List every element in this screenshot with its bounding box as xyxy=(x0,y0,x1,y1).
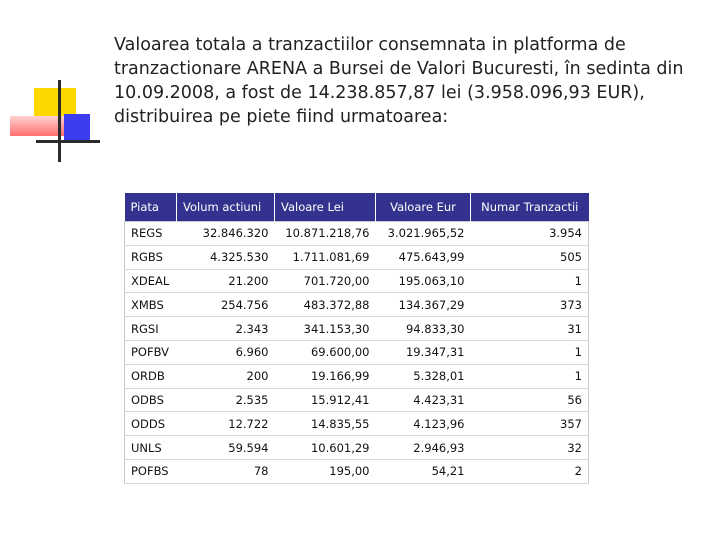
cell-numar-tranzactii: 1 xyxy=(471,340,589,364)
cell-piata: RGSI xyxy=(125,317,177,341)
logo-blue-square xyxy=(64,114,90,140)
cell-volum: 59.594 xyxy=(177,436,275,460)
cell-valoare-lei: 69.600,00 xyxy=(275,340,376,364)
cell-valoare-eur: 94.833,30 xyxy=(376,317,471,341)
cell-volum: 2.535 xyxy=(177,388,275,412)
header-piata: Piata xyxy=(125,193,177,222)
table-row xyxy=(125,269,589,293)
cell-numar-tranzactii: 505 xyxy=(471,245,589,269)
title-line: 10.09.2008, a fost de 14.238.857,87 lei (3.958.096,93 EUR), xyxy=(114,83,645,103)
cell-numar-tranzactii: 32 xyxy=(471,436,589,460)
cell-valoare-lei: 483.372,88 xyxy=(275,293,376,317)
header-numar-tranzactii: Numar Tranzactii xyxy=(471,193,589,222)
cell-valoare-eur: 475.643,99 xyxy=(376,245,471,269)
cell-volum: 200 xyxy=(177,364,275,388)
table-row xyxy=(125,459,589,483)
table-row xyxy=(125,317,589,341)
cell-volum: 254.756 xyxy=(177,293,275,317)
cell-numar-tranzactii: 1 xyxy=(471,364,589,388)
header-volum-actiuni: Volum actiuni xyxy=(177,193,275,222)
table-row xyxy=(125,222,589,246)
cell-valoare-lei: 14.835,55 xyxy=(275,412,376,436)
table-row xyxy=(125,245,589,269)
cell-numar-tranzactii: 373 xyxy=(471,293,589,317)
cell-valoare-lei: 341.153,30 xyxy=(275,317,376,341)
table-row xyxy=(125,364,589,388)
header-valoare-eur: Valoare Eur xyxy=(376,193,471,222)
cell-valoare-lei: 701.720,00 xyxy=(275,269,376,293)
header-valoare-lei: Valoare Lei xyxy=(275,193,376,222)
cell-valoare-lei: 19.166,99 xyxy=(275,364,376,388)
table-row xyxy=(125,293,589,317)
cell-volum: 6.960 xyxy=(177,340,275,364)
cell-numar-tranzactii: 2 xyxy=(471,459,589,483)
table-header-row xyxy=(125,193,589,222)
cell-volum: 4.325.530 xyxy=(177,245,275,269)
table-row xyxy=(125,388,589,412)
cell-valoare-eur: 4.123,96 xyxy=(376,412,471,436)
cell-numar-tranzactii: 31 xyxy=(471,317,589,341)
cell-numar-tranzactii: 357 xyxy=(471,412,589,436)
cell-numar-tranzactii: 56 xyxy=(471,388,589,412)
cell-numar-tranzactii: 3.954 xyxy=(471,222,589,246)
cell-piata: ORDB xyxy=(125,364,177,388)
cell-volum: 32.846.320 xyxy=(177,222,275,246)
cell-volum: 2.343 xyxy=(177,317,275,341)
cell-valoare-eur: 195.063,10 xyxy=(376,269,471,293)
cell-piata: ODDS xyxy=(125,412,177,436)
cell-piata: ODBS xyxy=(125,388,177,412)
cell-piata: REGS xyxy=(125,222,177,246)
cell-piata: XDEAL xyxy=(125,269,177,293)
cell-valoare-eur: 4.423,31 xyxy=(376,388,471,412)
cell-valoare-eur: 5.328,01 xyxy=(376,364,471,388)
cell-valoare-eur: 19.347,31 xyxy=(376,340,471,364)
table-row xyxy=(125,412,589,436)
cell-valoare-lei: 10.871.218,76 xyxy=(275,222,376,246)
cell-valoare-lei: 15.912,41 xyxy=(275,388,376,412)
market-table xyxy=(124,193,589,484)
cell-piata: XMBS xyxy=(125,293,177,317)
slide-title xyxy=(114,33,704,129)
cell-piata: RGBS xyxy=(125,245,177,269)
cell-valoare-eur: 3.021.965,52 xyxy=(376,222,471,246)
cell-valoare-lei: 195,00 xyxy=(275,459,376,483)
cell-piata: POFBV xyxy=(125,340,177,364)
cell-valoare-eur: 2.946,93 xyxy=(376,436,471,460)
table-row xyxy=(125,436,589,460)
title-line: tranzactionare ARENA a Bursei de Valori Bucuresti, în sedinta din xyxy=(114,59,684,79)
cell-volum: 78 xyxy=(177,459,275,483)
cell-piata: UNLS xyxy=(125,436,177,460)
cell-valoare-lei: 1.711.081,69 xyxy=(275,245,376,269)
logo-vertical-line xyxy=(58,80,61,162)
cell-piata: POFBS xyxy=(125,459,177,483)
title-line: distribuirea pe piete fiind urmatoarea: xyxy=(114,107,449,127)
table-row xyxy=(125,340,589,364)
cell-valoare-lei: 10.601,29 xyxy=(275,436,376,460)
cell-valoare-eur: 134.367,29 xyxy=(376,293,471,317)
cell-valoare-eur: 54,21 xyxy=(376,459,471,483)
cell-volum: 21.200 xyxy=(177,269,275,293)
logo-horizontal-line xyxy=(36,140,100,143)
title-line: Valoarea totala a tranzactiilor consemnata in platforma de xyxy=(114,35,626,55)
cell-numar-tranzactii: 1 xyxy=(471,269,589,293)
cell-volum: 12.722 xyxy=(177,412,275,436)
